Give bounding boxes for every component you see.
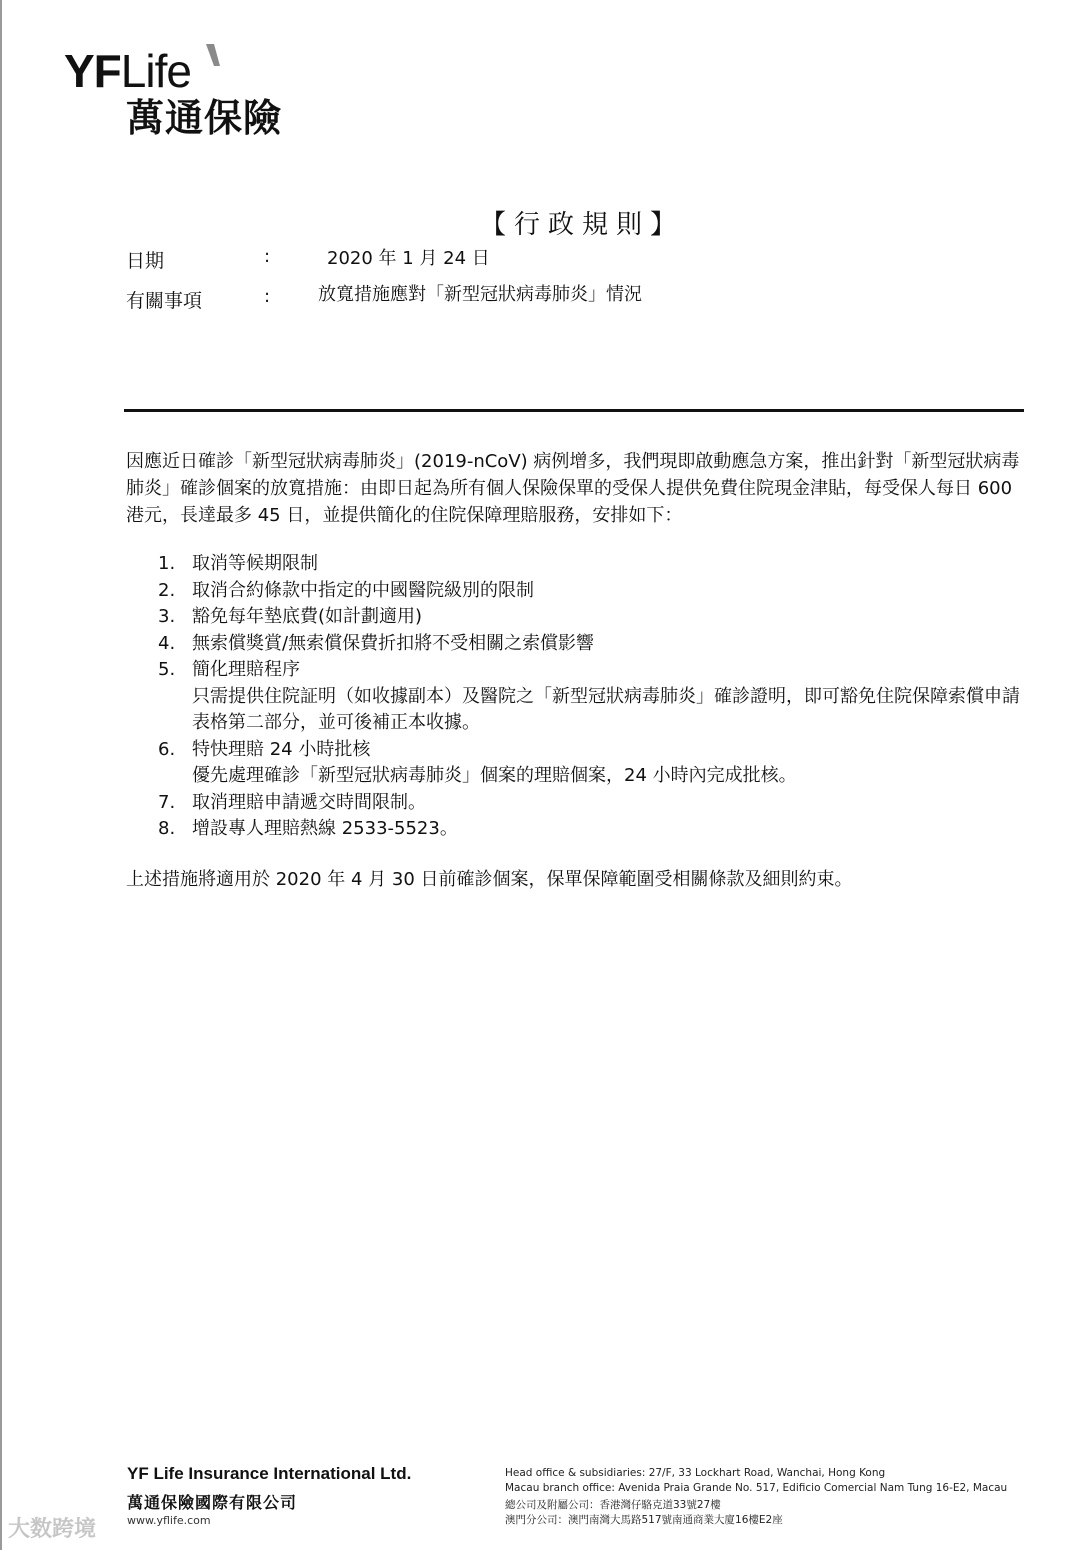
subject-label: 有關事項 [126,290,203,312]
footer-company-en: YF Life Insurance International Ltd. [127,1464,412,1483]
date-value: 2020 年 1 月 24 日 [327,248,490,269]
subject-colon: : [264,286,271,307]
list-item: 4. 無索償獎賞/無索償保費折扣將不受相關之索償影響 [158,632,595,654]
footer-address-macau-zh: 澳門分公司：澳門南灣大馬路517號南通商業大廈16樓E2座 [505,1514,783,1526]
list-item: 2. 取消合約條款中指定的中國醫院級別的限制 [158,579,534,601]
logo-accent-icon [204,44,222,66]
footer-address-hk: Head office & subsidiaries: 27/F, 33 Lockhart Road, Wanchai, Hong Kong [505,1467,886,1479]
logo-yf: YF [64,45,121,97]
list-item: 5. 簡化理賠程序 只需提供住院証明（如收據副本）及醫院之「新型冠狀病毒肺炎」確診證明，即可豁免住院保障索償申請表格第二部分，並可後補正本收據。 [158,657,1028,737]
footer-website-link[interactable]: www.yflife.com [127,1514,211,1527]
footer-company-zh: 萬通保險國際有限公司 [127,1493,298,1512]
list-item: 7. 取消理賠申請遞交時間限制。 [158,791,426,813]
watermark: 大数跨境 [8,1517,97,1542]
closing-paragraph: 上述措施將適用於 2020 年 4 月 30 日前確診個案，保單保障範圍受相關條款及細則約束。 [126,869,853,890]
measures-list [158,551,1028,843]
list-item: 1. 取消等候期限制 [158,553,318,574]
list-item-detail: 只需提供住院証明（如收據副本）及醫院之「新型冠狀病毒肺炎」確診證明，即可豁免住院保障索償申請表格第二部分，並可後補正本收據。 [192,685,1020,733]
logo-latin [64,46,282,96]
logo-chinese: 萬通保險 [126,96,283,140]
list-item-detail: 優先處理確診「新型冠狀病毒肺炎」個案的理賠個案，24 小時內完成批核。 [192,765,797,786]
date-label: 日期 [126,250,165,272]
footer-address-macau: Macau branch office: Avenida Praia Grande No. 517, Edificio Comercial Nam Tung 16-E2, Macau [505,1482,1008,1494]
footer-address-hk-zh: 總公司及附屬公司：香港灣仔駱克道33號27樓 [505,1499,721,1511]
divider [124,409,1024,412]
intro-paragraph: 因應近日確診「新型冠狀病毒肺炎」(2019-nCoV) 病例增多，我們現即啟動應急方案，推出針對「新型冠狀病毒肺炎」確診個案的放寬措施：由即日起為所有個人保險保單的受保人提供免費住院現金津貼，每受保人每日 600 港元，長達最多 45 日，並提供簡化的住院保障理賠服務，安排如下： [126,451,1020,526]
document-title: 【行政規則】 [480,210,685,240]
company-logo [64,46,282,140]
date-colon: : [264,246,271,267]
subject-value: 放寬措施應對「新型冠狀病毒肺炎」情況 [318,284,642,305]
list-item: 8. 增設專人理賠熱線 2533-5523。 [158,818,458,839]
list-item: 6. 特快理賠 24 小時批核 優先處理確診「新型冠狀病毒肺炎」個案的理賠個案，24 小時內完成批核。 [158,737,1028,790]
list-item: 3. 豁免每年墊底費(如計劃適用) [158,606,423,627]
page-edge [0,0,2,1550]
logo-life: Life [120,45,191,97]
